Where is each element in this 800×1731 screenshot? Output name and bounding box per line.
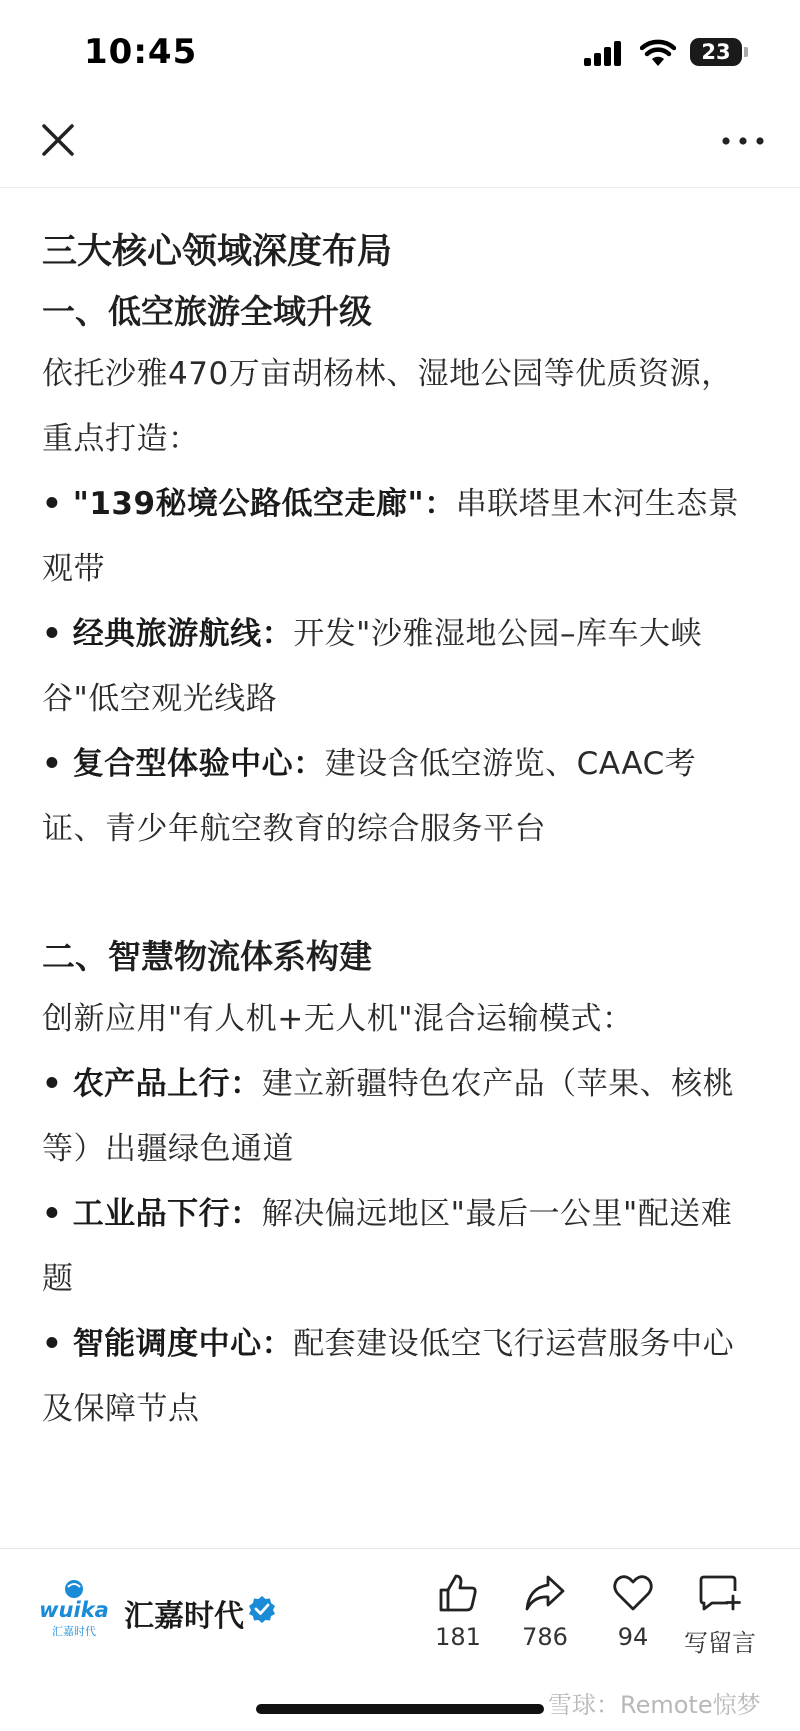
bullet-marker: •: [42, 746, 63, 782]
watermark: 雪球：Remote惊梦: [548, 1691, 761, 1719]
bullet-text: 建设含低空游览、CAAC考证、青少年航空教育的综合服务平台: [42, 746, 697, 847]
section-heading: 二、智慧物流体系构建: [42, 937, 372, 976]
bullet-text: 串联塔里木河生态景观带: [42, 486, 740, 587]
bullet-text: 建立新疆特色农产品（苹果、核桃等）出疆绿色通道: [42, 1066, 735, 1167]
bullet-item: [42, 732, 758, 862]
status-bar: [0, 0, 800, 100]
account-logo[interactable]: [38, 1575, 110, 1655]
status-time: 10:45: [84, 32, 198, 72]
section-intro: 创新应用"有人机+无人机"混合运输模式：: [42, 1001, 634, 1037]
bullet-marker: •: [42, 616, 63, 652]
bullet-marker: •: [42, 1066, 63, 1102]
home-indicator[interactable]: [256, 1704, 544, 1714]
section-intro: 依托沙雅470万亩胡杨林、湿地公园等优质资源，重点打造：: [42, 356, 733, 457]
bullet-title: "139秘境公路低空走廊"：: [72, 486, 456, 522]
bullet-title: 复合型体验中心：: [72, 746, 325, 782]
bullet-item: [42, 1052, 758, 1182]
like-count: 181: [435, 1623, 481, 1651]
logo-subtext: 汇嘉时代: [52, 1625, 96, 1638]
close-icon[interactable]: [38, 120, 78, 160]
bullet-item: [42, 602, 758, 732]
nav-bar: [0, 100, 800, 188]
article-body: [0, 190, 800, 1442]
more-icon[interactable]: [718, 124, 768, 158]
bullet-title: 农产品上行：: [72, 1066, 262, 1102]
bullet-item: [42, 1182, 758, 1312]
bullet-item: [42, 472, 758, 602]
account-name[interactable]: 汇嘉时代: [124, 1599, 244, 1634]
heart-icon: [612, 1573, 654, 1613]
bullet-marker: •: [42, 486, 63, 522]
write-comment-label: 写留言: [684, 1629, 756, 1657]
bullet-text: 解决偏远地区"最后一公里"配送难题: [42, 1196, 733, 1297]
share-button[interactable]: [505, 1573, 585, 1651]
logo-text: wuika: [39, 1598, 109, 1622]
bullet-title: 经典旅游航线：: [72, 616, 294, 652]
bullet-item: [42, 1312, 758, 1442]
favorite-count: 94: [617, 1623, 649, 1651]
bottom-bar: [0, 1548, 800, 1731]
section-heading: 一、低空旅游全域升级: [42, 292, 372, 331]
wifi-icon: [640, 38, 676, 68]
bullet-marker: •: [42, 1196, 63, 1232]
like-button[interactable]: [418, 1573, 498, 1651]
comment-add-icon: [698, 1573, 742, 1613]
favorite-button[interactable]: [593, 1573, 673, 1651]
article-title: 三大核心领域深度布局: [42, 232, 393, 272]
signal-icon: [584, 40, 624, 66]
write-comment-button[interactable]: [680, 1573, 760, 1658]
share-count: 786: [522, 1623, 568, 1651]
battery-icon: 23: [690, 38, 742, 66]
battery-tip: [744, 47, 748, 57]
bullet-marker: •: [42, 1326, 63, 1362]
verified-icon: [248, 1595, 276, 1623]
bullet-text: 配套建设低空飞行运营服务中心及保障节点: [42, 1326, 735, 1427]
bullet-title: 工业品下行：: [72, 1196, 262, 1232]
share-icon: [524, 1573, 566, 1613]
bullet-text: 开发"沙雅湿地公园–库车大峡谷"低空观光线路: [42, 616, 702, 717]
bullet-title: 智能调度中心：: [72, 1326, 294, 1362]
thumbs-up-icon: [437, 1573, 479, 1613]
section-spacer: [42, 862, 758, 927]
